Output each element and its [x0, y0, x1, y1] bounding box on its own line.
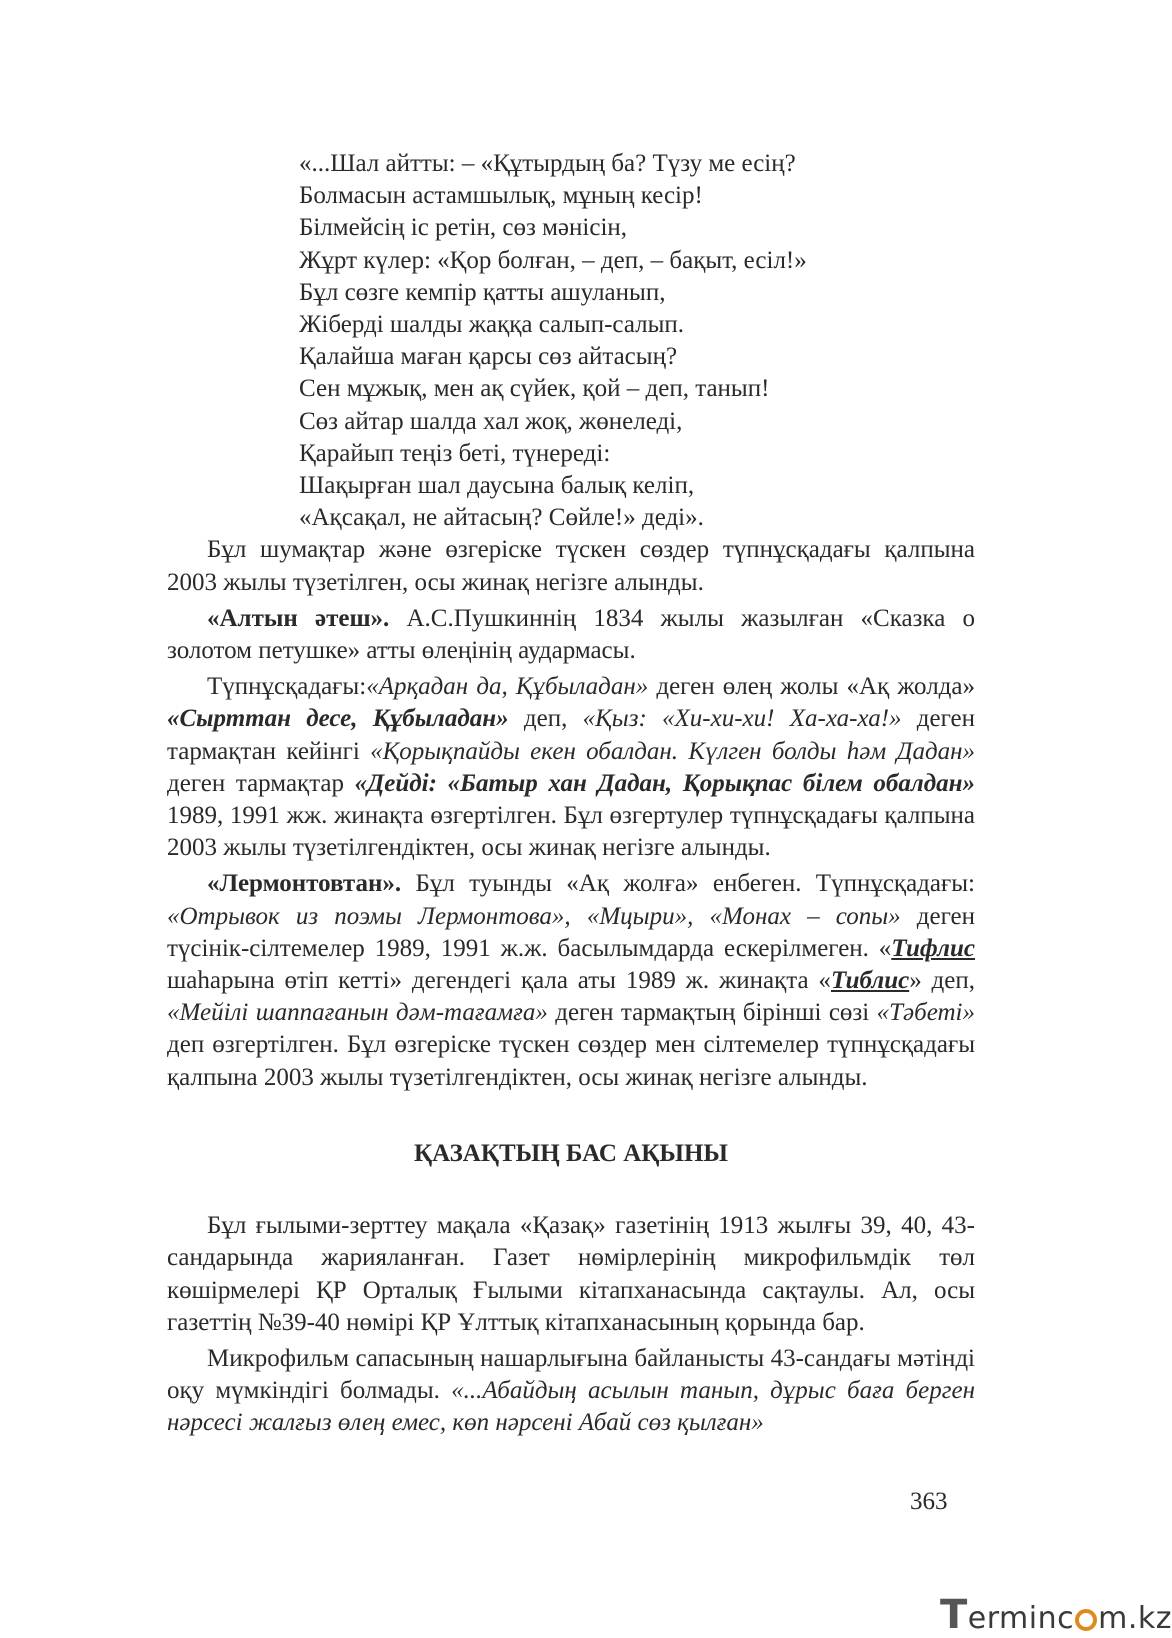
poem-line: Қалайша маған қарсы сөз айтасың?	[299, 343, 678, 371]
poem-line: «...Шал айтты: – «Құтырдың ба? Түзу ме есің?	[299, 150, 796, 177]
poem-line: Бұл сөзге кемпір қатты ашуланып,	[299, 278, 666, 306]
section-heading: ҚАЗАҚТЫҢ БАС АҚЫНЫ	[414, 1139, 728, 1167]
site-watermark: Terminc m.kz	[940, 1592, 1172, 1638]
paragraph-altyn-etesh: «Алтын әтеш». А.С.Пушкиннің 1834 жылы жазылған «Сказка о золотом петушке» атты өлеңінің аудармасы.	[167, 604, 975, 665]
poem-line: Жіберді шалды жаққа салып-салып.	[299, 311, 685, 339]
paragraph-research-article: Бұл ғылыми-зерттеу мақала «Қазақ» газетінің 1913 жылғы 39, 40, 43-сандарында жарияланған. Газет нөмірлерінің микрофильмдік төл көшірмелері ҚР Орталық Ғылыми кітапханасында сақтаулы. Ал, осы газеттің №39-40 нөмірі ҚР Ұлттық кітапханасының қорында бар.	[167, 1212, 975, 1336]
section-title-lermontov: «Лермонтовтан».	[207, 870, 402, 898]
page-content	[167, 148, 975, 1440]
paragraph-corrections-note: Бұл шумақтар және өзгеріске түскен сөздер түпнұсқадағы қалпына 2003 жылы түзетілген, осы жинақ негізге алынды.	[167, 536, 975, 596]
poem-block	[299, 148, 975, 534]
poem-line: «Ақсақал, не айтасың? Сөйле!» деді».	[299, 504, 704, 532]
poem-line: Сен мұжық, мен ақ сүйек, қой – деп, танып!	[299, 375, 770, 403]
underlined-word-tiblis: Тиблис	[830, 967, 910, 995]
section-title-altyn-etesh: «Алтын әтеш».	[207, 604, 390, 632]
paragraph-microfilm: Микрофильм сапасының нашарлығына байланысты 43-сандағы мәтінді оқу мүмкіндігі болмады. «...Абайдың асылын танып, дұрыс баға берген нәрсесі жалғыз өлең емес, көп нәрсені Абай сөз қылған»	[167, 1344, 975, 1437]
paragraph-lermontov: «Лермонтовтан». Бұл туынды «Ақ жолға» енбеген. Түпнұсқадағы: «Отрывок из поэмы Лермонтова», «Мцыри», «Монах – сопы» деген түсінік-сілтемелер 1989, 1991 ж.ж. басылымдарда ескерілмеген. «Тифлис шаһарына өтіп кетті» дегендегі қала аты 1989 ж. жинақта «Тиблис» деп, «Мейілі шаппағанын дәм-тағамға» деген тармақтың бірінші сөзі «Тәбеті» деп өзгертілген. Бұл өзгеріске түскен сөздер мен сілтемелер түпнұсқадағы қалпына 2003 жылы түзетілгендіктен, осы жинақ негізге алынды.	[167, 870, 975, 1091]
poem-line: Қарайып теңіз беті, түнереді:	[299, 439, 611, 467]
circle-o-icon	[1075, 1609, 1097, 1631]
poem-line: Шақырған шал даусына балық келіп,	[299, 472, 695, 500]
paragraph-original-text: Түпнұсқадағы:«Арқадан да, Құбыладан» деген өлең жолы «Ақ жолда» «Сырттан десе, Құбыладан» деп, «Қыз: «Хи-хи-хи! Ха-ха-ха!» деген тармақтан кейінгі «Қорықпайды екен обалдан. Күлген болды һәм Дадан» деген тармақтар «Дейді: «Батыр хан Дадан, Қорықпас білем обалдан» 1989, 1991 жж. жинақта өзгертілген. Бұл өзгертулер түпнұсқадағы қалпына 2003 жылы түзетілгендіктен, осы жинақ негізге алынды.	[167, 673, 975, 862]
poem-line: Білмейсің іс ретін, сөз мәнісін,	[299, 214, 628, 242]
poem-line: Жұрт күлер: «Қор болған, – деп, – бақыт, есіл!»	[299, 246, 807, 274]
underlined-word-tiflis: Тифлис	[891, 934, 975, 962]
poem-line: Сөз айтар шалда хал жоқ, жөнеледі,	[299, 407, 683, 435]
poem-line: Болмасын астамшылық, мұның кесір!	[299, 182, 703, 210]
page-number: 363	[910, 1488, 948, 1515]
